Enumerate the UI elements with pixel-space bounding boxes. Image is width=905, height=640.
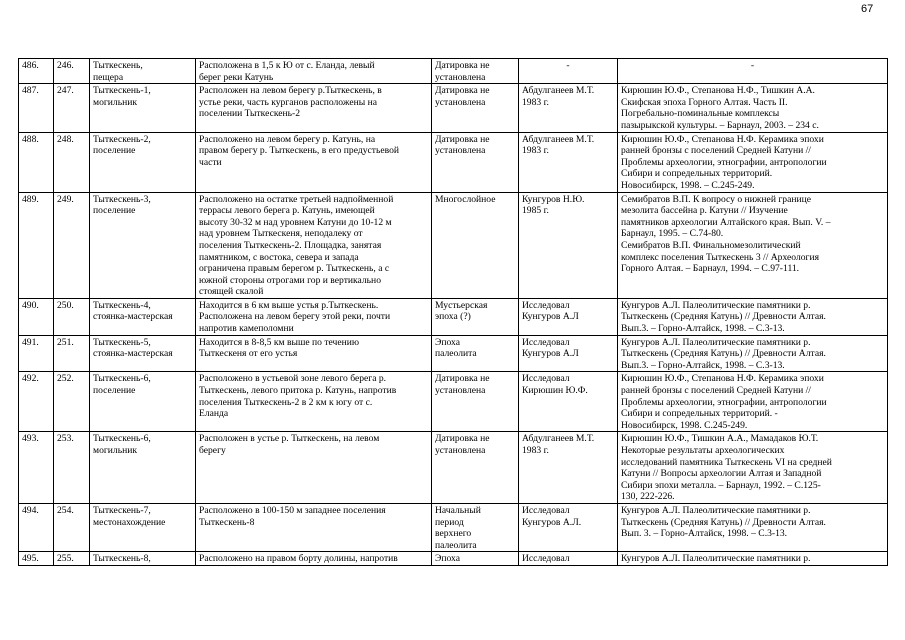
- site-dating-cell: [432, 335, 519, 372]
- site-dating-line: Эпоха: [435, 336, 460, 348]
- site-dating-line: Датировка не: [435, 60, 490, 71]
- site-location-line: Расположено на левом берегу р. Катунь, на: [199, 133, 376, 145]
- sub-number-cell: 250.: [54, 298, 90, 335]
- site-name-cell: [90, 552, 196, 566]
- site-references-cell: [618, 192, 888, 298]
- site-dating-line: Эпоха: [435, 553, 460, 565]
- site-researcher-line: 1983 г.: [522, 445, 549, 456]
- reference-line: Кунгуров А.Л. Палеолитические памятники р.: [621, 299, 811, 311]
- site-name-line: Тыткескень-8,: [93, 553, 151, 565]
- reference-line: Кунгуров А.Л. Палеолитические памятники р.: [621, 553, 811, 565]
- site-location-line: Расположена в 1,5 к Ю от с. Еланда, левый: [199, 60, 375, 71]
- site-dating-line: Датировка не: [435, 433, 490, 445]
- reference-line: мезолита бассейна р. Катуни // Изучение: [621, 205, 788, 217]
- row-number-cell: 486.: [19, 59, 54, 84]
- site-references-cell: [618, 432, 888, 504]
- reference-line: Горного Алтая. – Барнаул, 1994. – С.97-111.: [621, 263, 800, 275]
- site-dating-line: установлена: [435, 145, 486, 157]
- site-researcher-line: Исследовал: [522, 373, 570, 385]
- site-researcher-cell: [519, 59, 618, 84]
- site-name-cell: [90, 503, 196, 551]
- site-location-line: Тыткескень, левого притока р. Катунь, напротив: [199, 385, 397, 397]
- reference-line: Кирюшин Ю.Ф., Степанова Н.Ф., Тишкин А.А.: [621, 85, 815, 97]
- reference-line: Кирюшин Ю.Ф., Степанова Н.Ф. Керамика эпохи: [621, 373, 824, 385]
- site-researcher-line: Исследовал: [522, 504, 570, 516]
- site-dating-line: Многослойное: [435, 193, 496, 205]
- site-dating-line: палеолита: [435, 348, 477, 360]
- site-location-cell: [196, 59, 432, 84]
- site-researcher-cell: [519, 335, 618, 372]
- site-dating-line: установлена: [435, 71, 486, 83]
- site-researcher-cell: [519, 298, 618, 335]
- row-number-cell: 494.: [19, 503, 54, 551]
- reference-line: Кунгуров А.Л. Палеолитические памятники р.: [621, 336, 811, 348]
- site-researcher-cell: [519, 552, 618, 566]
- site-references-cell: [618, 335, 888, 372]
- site-researcher-line: Исследовал: [522, 299, 570, 311]
- site-location-line: южной стороны отрогами гор и вертикально: [199, 274, 381, 286]
- table-row: [19, 192, 888, 298]
- row-number-cell: 493.: [19, 432, 54, 504]
- site-researcher-cell: [519, 132, 618, 192]
- site-location-line: поселения Тыткескень-2 в 2 км к югу от с.: [199, 396, 373, 408]
- table-row: [19, 84, 888, 132]
- reference-line: ранней бронзы с поселений Средней Катуни //: [621, 385, 811, 397]
- site-location-cell: [196, 503, 432, 551]
- reference-line: Тыткескень (Средняя Катунь) // Древности Алтая.: [621, 311, 826, 323]
- site-name-cell: [90, 298, 196, 335]
- site-dating-cell: [432, 372, 519, 432]
- site-researcher-line: 1983 г.: [522, 96, 549, 108]
- site-location-line: Расположено в 100-150 м западнее поселения: [199, 504, 386, 516]
- site-name-cell: [90, 84, 196, 132]
- site-researcher-line: Кунгуров А.Л: [522, 311, 579, 323]
- reference-line: памятников археологии Алтайского края. Вып. V. –: [621, 216, 831, 228]
- site-location-cell: [196, 132, 432, 192]
- site-location-cell: [196, 552, 432, 566]
- site-references-cell: [618, 59, 888, 84]
- site-name-line: стоянка-мастерская: [93, 348, 173, 360]
- site-name-line: могильник: [93, 96, 138, 108]
- site-location-line: высоту 30-32 м над уровнем Катуни до 10-12 м: [199, 216, 392, 228]
- site-researcher-cell: [519, 84, 618, 132]
- reference-line: пазырыкской культуры. – Барнаул, 2003. – 234 с.: [621, 119, 819, 131]
- reference-line: Барнаул, 1995. – С.74-80.: [621, 228, 724, 240]
- site-researcher-line: 1983 г.: [522, 145, 549, 157]
- site-name-cell: [90, 372, 196, 432]
- sub-number-cell: 251.: [54, 335, 90, 372]
- site-researcher-line: 1985 г.: [522, 205, 549, 217]
- table-row: [19, 503, 888, 551]
- site-name-cell: [90, 432, 196, 504]
- site-location-line: части: [199, 156, 222, 168]
- site-researcher-line: Кирюшин Ю.Ф.: [522, 385, 588, 397]
- site-name-line: могильник: [93, 445, 138, 456]
- site-dating-line: верхнего: [435, 528, 472, 540]
- site-location-line: Расположен на левом берегу р.Тыткескень, в: [199, 85, 382, 97]
- table-row: [19, 132, 888, 192]
- site-location-line: стоящей скалой: [199, 286, 264, 298]
- reference-line: Тыткескень (Средняя Катунь) // Древности Алтая.: [621, 516, 826, 528]
- reference-line: ранней бронзы с поселений Средней Катуни //: [621, 145, 811, 157]
- reference-line: Сибири эпохи металла. – Барнаул, 1992. – С.125-: [621, 479, 821, 491]
- site-name-line: поселение: [93, 385, 136, 397]
- row-number-cell: 492.: [19, 372, 54, 432]
- site-name-line: Тыткескень-2,: [93, 133, 151, 145]
- row-number-cell: 495.: [19, 552, 54, 566]
- site-location-line: берег реки Катунь: [199, 71, 274, 83]
- site-dating-line: Начальный: [435, 504, 481, 516]
- site-location-cell: [196, 84, 432, 132]
- site-dating-line: Датировка не: [435, 85, 490, 97]
- site-location-line: Тыткескеня от его устья: [199, 348, 298, 360]
- site-name-line: Тыткескень-1,: [93, 85, 151, 97]
- reference-line: Некоторые результаты археологических: [621, 445, 785, 456]
- site-dating-line: палеолита: [435, 539, 477, 551]
- reference-line: Семибратов В.П. Финальномезолитический: [621, 239, 801, 251]
- site-location-line: Тыткескень-8: [199, 516, 255, 528]
- table-body: [19, 59, 888, 566]
- site-location-line: напротив камеполомни: [199, 323, 294, 335]
- sites-table: [18, 58, 888, 566]
- site-name-line: Тыткескень-3,: [93, 193, 151, 205]
- sub-number-cell: 252.: [54, 372, 90, 432]
- site-name-line: Тыткескень-4,: [93, 299, 151, 311]
- site-researcher-line: Кунгуров А.Л: [522, 348, 579, 360]
- site-dating-cell: [432, 298, 519, 335]
- table-row: [19, 372, 888, 432]
- row-number-cell: 489.: [19, 192, 54, 298]
- site-researcher-cell: [519, 192, 618, 298]
- site-researcher-line: -: [566, 60, 570, 71]
- site-dating-line: установлена: [435, 445, 486, 456]
- site-researcher-line: Исследовал: [522, 336, 570, 348]
- site-dating-line: установлена: [435, 96, 486, 108]
- site-dating-line: Датировка не: [435, 133, 490, 145]
- site-location-line: Находится в 8-8,5 км выше по течению: [199, 336, 360, 348]
- reference-line: Проблемы археологии, этнографии, антропологии: [621, 396, 827, 408]
- row-number-cell: 491.: [19, 335, 54, 372]
- reference-line: Тыткескень (Средняя Катунь) // Древности Алтая.: [621, 348, 826, 360]
- site-location-line: поселения Тыткескень-2. Площадка, занятая: [199, 239, 382, 251]
- site-location-line: памятником, с востока, севера и запада: [199, 251, 359, 263]
- site-researcher-cell: [519, 432, 618, 504]
- site-location-cell: [196, 432, 432, 504]
- reference-line: Кирюшин Ю.Ф., Тишкин А.А., Мамадаков Ю.Т.: [621, 433, 819, 445]
- site-researcher-cell: [519, 503, 618, 551]
- site-location-line: устье реки, часть курганов расположены на: [199, 96, 377, 108]
- site-name-line: поселение: [93, 205, 136, 217]
- site-name-line: стоянка-мастерская: [93, 311, 173, 323]
- reference-line: Вып.3. – Горно-Алтайск, 1998. – С.3-13.: [621, 323, 785, 335]
- site-researcher-line: Кунгуров А.Л.: [522, 516, 582, 528]
- site-researcher-line: Абдулганеев М.Т.: [522, 433, 595, 445]
- site-dating-cell: [432, 503, 519, 551]
- sub-number-cell: 248.: [54, 132, 90, 192]
- reference-line: 130, 222-226.: [621, 491, 675, 503]
- site-name-cell: [90, 192, 196, 298]
- site-references-cell: [618, 372, 888, 432]
- site-name-cell: [90, 132, 196, 192]
- reference-line: комплекс поселения Тыткескень 3 // Археология: [621, 251, 820, 263]
- site-dating-line: эпоха (?): [435, 311, 471, 323]
- sub-number-cell: 246.: [54, 59, 90, 84]
- site-references-cell: [618, 84, 888, 132]
- site-references-cell: [618, 503, 888, 551]
- site-location-line: берегу: [199, 445, 226, 456]
- site-references-cell: [618, 298, 888, 335]
- table-row: [19, 552, 888, 566]
- table-row: [19, 432, 888, 504]
- reference-line: Скифская эпоха Горного Алтая. Часть II.: [621, 96, 788, 108]
- site-location-line: террасы левого берега р. Катунь, имеющей: [199, 205, 375, 217]
- reference-line: Кирюшин Ю.Ф., Степанова Н.Ф. Керамика эпохи: [621, 133, 824, 145]
- reference-line: Семибратов В.П. К вопросу о нижней границе: [621, 193, 812, 205]
- site-name-line: Тыткескень-6,: [93, 433, 151, 445]
- site-location-cell: [196, 192, 432, 298]
- site-name-cell: [90, 335, 196, 372]
- reference-line: Вып. 3. – Горно-Алтайск, 1998. – С.3-13.: [621, 528, 788, 540]
- site-dating-cell: [432, 132, 519, 192]
- site-researcher-line: Абдулганеев М.Т.: [522, 85, 595, 97]
- site-dating-cell: [432, 59, 519, 84]
- table-row: [19, 59, 888, 84]
- site-dating-line: Мустьерская: [435, 299, 488, 311]
- site-dating-cell: [432, 84, 519, 132]
- reference-line: исследований памятника Тыткескень VI на средней: [621, 456, 832, 468]
- row-number-cell: 490.: [19, 298, 54, 335]
- site-researcher-cell: [519, 372, 618, 432]
- reference-line: Погребально-поминальные комплексы: [621, 108, 780, 120]
- site-name-line: Тыткескень-7,: [93, 504, 151, 516]
- site-name-line: пещера: [93, 71, 124, 83]
- site-name-line: местонахождение: [93, 516, 166, 528]
- site-location-cell: [196, 372, 432, 432]
- site-location-line: Расположено в устьевой зоне левого берега р.: [199, 373, 387, 385]
- site-dating-line: установлена: [435, 385, 486, 397]
- site-name-line: Тыткескень-5,: [93, 336, 151, 348]
- sub-number-cell: 254.: [54, 503, 90, 551]
- site-researcher-line: Исследовал: [522, 553, 570, 565]
- site-location-cell: [196, 335, 432, 372]
- row-number-cell: 488.: [19, 132, 54, 192]
- site-name-cell: [90, 59, 196, 84]
- reference-line: Вып.3. – Горно-Алтайск, 1998. – С.3-13.: [621, 359, 785, 371]
- site-researcher-line: Кунгуров Н.Ю.: [522, 193, 585, 205]
- site-location-cell: [196, 298, 432, 335]
- sub-number-cell: 253.: [54, 432, 90, 504]
- site-location-line: ограничена правым берегом р. Тыткескень, а с: [199, 263, 390, 275]
- reference-line: Сибири и сопредельных территорий.: [621, 168, 773, 180]
- site-location-line: Находится в 6 км выше устья р.Тыткескень.: [199, 299, 379, 311]
- table-row: [19, 298, 888, 335]
- site-researcher-line: Абдулганеев М.Т.: [522, 133, 595, 145]
- sub-number-cell: 255.: [54, 552, 90, 566]
- site-dating-cell: [432, 552, 519, 566]
- site-dating-line: период: [435, 516, 464, 528]
- reference-line: Проблемы археологии, этнографии, антропологии: [621, 156, 827, 168]
- site-dating-line: Датировка не: [435, 373, 490, 385]
- reference-line: Катуни // Вопросы археологии Алтая и Западной: [621, 468, 822, 480]
- site-location-line: Расположено на правом борту долины, напротив: [199, 553, 398, 565]
- sub-number-cell: 247.: [54, 84, 90, 132]
- site-location-line: правом берегу р. Тыткескень, в его предустьевой: [199, 145, 400, 157]
- site-location-line: Расположен в устье р. Тыткескень, на левом: [199, 433, 380, 445]
- reference-line: Новосибирск, 1998. С.245-249.: [621, 419, 748, 431]
- site-name-line: поселение: [93, 145, 136, 157]
- site-name-line: Тыткескень-6,: [93, 373, 151, 385]
- site-location-line: поселении Тыткескень-2: [199, 108, 301, 120]
- site-references-cell: [618, 132, 888, 192]
- site-location-line: Еланда: [199, 408, 229, 420]
- reference-line: -: [750, 60, 755, 71]
- reference-line: Новосибирск, 1998. – С.245-249.: [621, 179, 755, 191]
- row-number-cell: 487.: [19, 84, 54, 132]
- page-number: 67: [861, 3, 874, 15]
- site-location-line: над уровнем Тыткескеня, неподалеку от: [199, 228, 363, 240]
- table-row: [19, 335, 888, 372]
- site-location-line: Расположено на остатке третьей надпойменной: [199, 193, 394, 205]
- site-dating-cell: [432, 192, 519, 298]
- reference-line: Сибири и сопредельных территорий. -: [621, 408, 778, 420]
- sub-number-cell: 249.: [54, 192, 90, 298]
- reference-line: Кунгуров А.Л. Палеолитические памятники р.: [621, 504, 811, 516]
- site-references-cell: [618, 552, 888, 566]
- site-dating-cell: [432, 432, 519, 504]
- site-name-line: Тыткескень,: [93, 60, 143, 71]
- site-location-line: Расположена на левом берегу этой реки, почти: [199, 311, 391, 323]
